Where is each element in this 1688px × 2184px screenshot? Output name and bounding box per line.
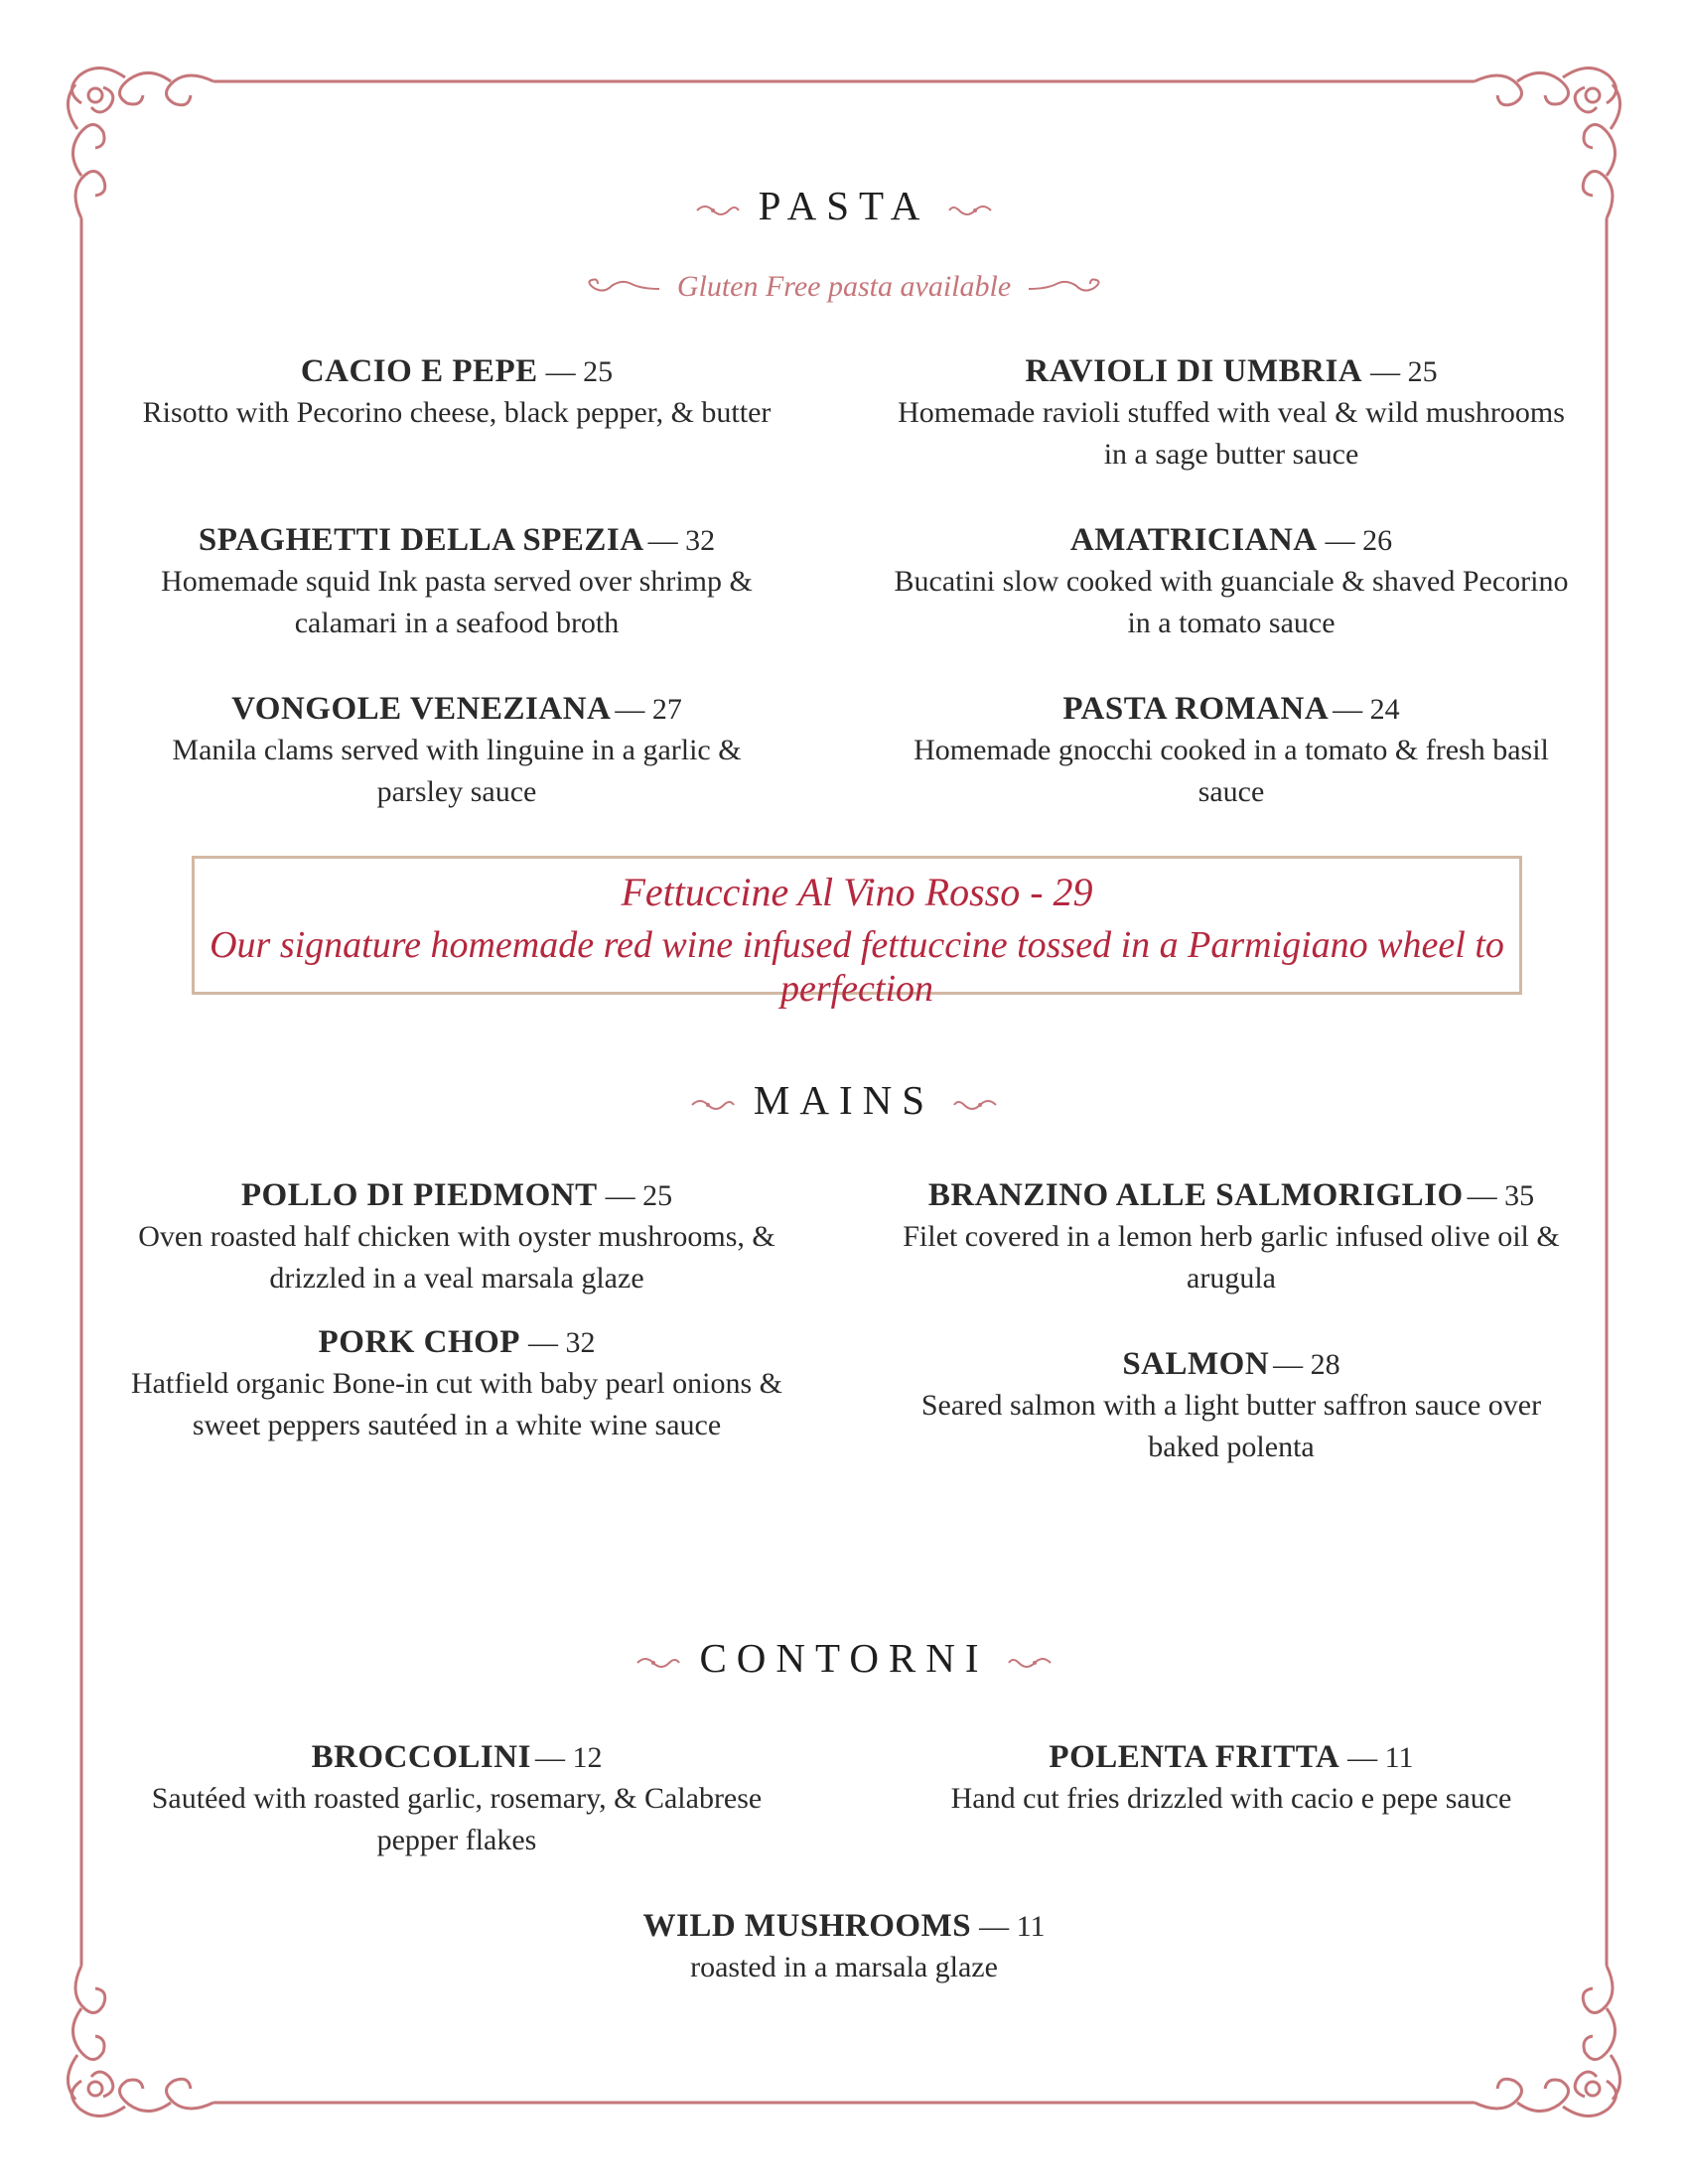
right-flourish-icon [952,1095,998,1115]
menu-item [129,691,784,813]
item-price: — 25 [605,1179,673,1212]
menu-item [894,522,1569,644]
item-description: Homemade ravioli stuffed with veal & wild mushrooms in a sage butter sauce [898,396,1565,471]
right-swirl-icon [1027,276,1106,302]
item-description: Sautéed with roasted garlic, rosemary, & Calabrese pepper flakes [151,1782,763,1856]
pasta-heading: PASTA [758,183,930,228]
menu-item [129,1177,784,1299]
contorni-heading: CONTORNI [699,1635,989,1681]
mains-heading: MAINS [753,1077,935,1123]
menu-item [129,353,784,434]
item-description: Hand cut fries drizzled with cacio e pepe sauce [950,1782,1512,1815]
item-name: AMATRICIANA [1069,522,1318,558]
item-name: VONGOLE VENEZIANA [231,691,612,727]
menu-item [894,1739,1569,1820]
item-name: POLENTA FRITTA [1049,1739,1340,1775]
item-price: — 26 [1325,524,1393,557]
item-price: — 11 [979,1910,1046,1943]
menu-item [894,1346,1569,1468]
menu-item [129,522,784,644]
item-description: roasted in a marsala glaze [690,1951,998,1983]
item-name: SALMON [1122,1346,1270,1382]
item-name: WILD MUSHROOMS [642,1908,972,1944]
item-price: — 35 [1467,1179,1535,1212]
left-flourish-icon [690,1095,736,1115]
item-description: Bucatini slow cooked with guanciale & shaved Pecorino in a tomato sauce [894,565,1569,639]
item-price: — 25 [545,355,614,388]
right-flourish-icon [947,201,993,220]
item-price: — 32 [647,524,716,557]
left-flourish-icon [695,201,741,220]
left-swirl-icon [582,276,661,302]
item-price: — 27 [615,693,682,726]
item-price: — 28 [1273,1348,1340,1381]
special-title: Fettuccine Al Vino Rosso - 29 [621,870,1093,914]
right-flourish-icon [1007,1653,1053,1673]
menu-item [129,1324,784,1446]
item-name: BROCCOLINI [311,1739,531,1775]
item-name: SPAGHETTI DELLA SPEZIA [198,522,644,558]
item-price: — 11 [1347,1741,1414,1774]
menu-item [894,1177,1569,1299]
chef-special-box [192,856,1522,1010]
item-price: — 32 [527,1326,596,1359]
item-name: RAVIOLI DI UMBRIA [1025,353,1363,389]
item-description: Filet covered in a lemon herb garlic infused olive oil & arugula [903,1220,1560,1295]
mains-section-title [0,1076,1688,1124]
item-description: Manila clams served with linguine in a garlic & parsley sauce [172,734,742,808]
menu-item [129,1739,784,1861]
item-description: Oven roasted half chicken with oyster mushrooms, & drizzled in a veal marsala glaze [138,1220,775,1295]
special-description: Our signature homemade red wine infused fettuccine tossed in a Parmigiano wheel to perfection [210,924,1504,1010]
item-name: CACIO E PEPE [300,353,538,389]
menu-item [894,691,1569,813]
gluten-free-note [0,270,1688,304]
item-description: Hatfield organic Bone-in cut with baby pearl onions & sweet peppers sautéed in a white wine sauce [131,1367,782,1441]
item-name: BRANZINO ALLE SALMORIGLIO [927,1177,1464,1213]
item-description: Homemade gnocchi cooked in a tomato & fresh basil sauce [914,734,1549,808]
menu-item [894,353,1569,476]
item-name: PASTA ROMANA [1062,691,1330,727]
item-price: — 12 [534,1741,603,1774]
item-description: Seared salmon with a light butter saffron sauce over baked polenta [920,1389,1542,1463]
item-description: Homemade squid Ink pasta served over shrimp & calamari in a seafood broth [161,565,753,639]
menu-item [447,1908,1241,1988]
pasta-section-title [0,182,1688,229]
gluten-free-text: Gluten Free pasta available [676,270,1012,303]
item-price: — 25 [1370,355,1438,388]
item-name: POLLO DI PIEDMONT [240,1177,598,1213]
left-flourish-icon [635,1653,681,1673]
item-name: PORK CHOP [318,1324,520,1360]
contorni-section-title [0,1634,1688,1682]
item-price: — 24 [1333,693,1400,726]
item-description: Risotto with Pecorino cheese, black pepper, & butter [142,396,772,429]
